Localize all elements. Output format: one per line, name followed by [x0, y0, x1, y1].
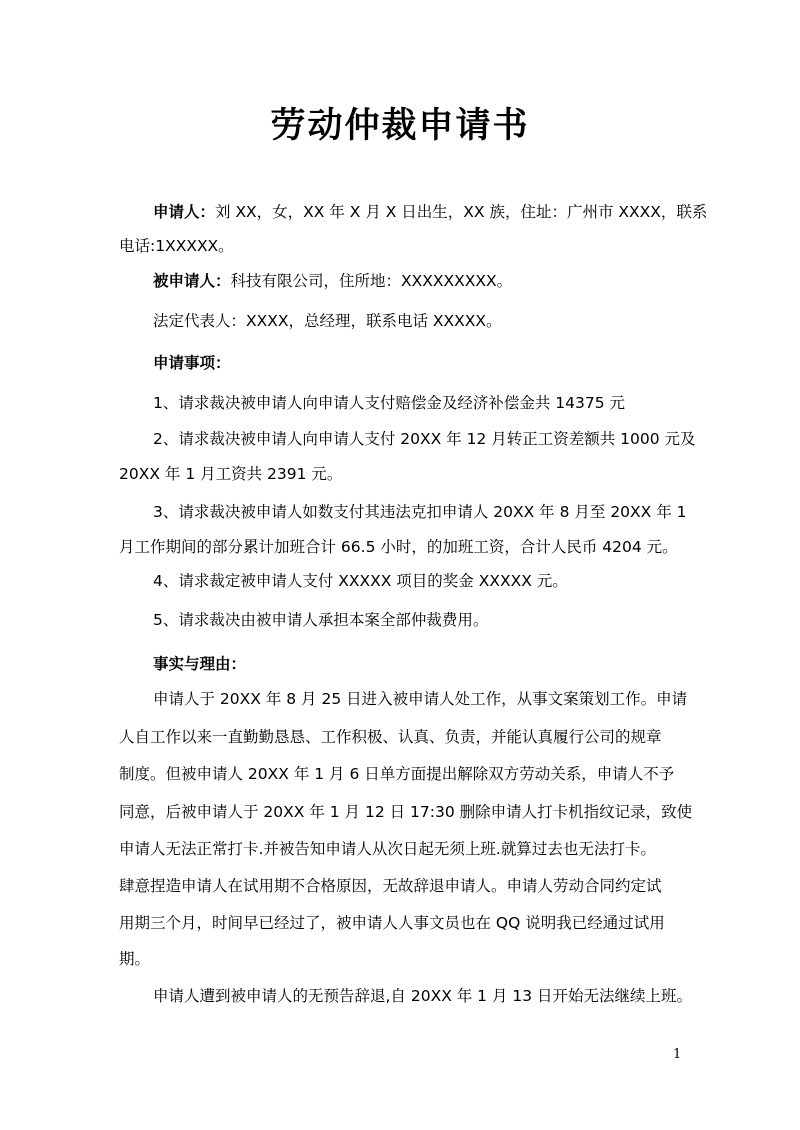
request-item-2-line-1: 2、请求裁决被申请人向申请人支付 20XX 年 12 月转正工资差额共 1000 元及: [153, 430, 696, 448]
facts-paragraph-line: 肆意捏造申请人在试用期不合格原因，无故辞退申请人。申请人劳动合同约定试: [119, 877, 662, 895]
requests-heading: 申请事项：: [153, 354, 231, 372]
facts-paragraph-line: 期。: [119, 950, 151, 968]
facts-paragraph-line: 申请人无法正常打卡.并被告知申请人从次日起无须上班.就算过去也无法打卡。: [119, 840, 656, 858]
applicant-text: 刘 XX，女，XX 年 X 月 X 日出生，XX 族，住址：广州市 XXXX，联系: [215, 203, 708, 221]
request-item-4: 4、请求裁定被申请人支付 XXXXX 项目的奖金 XXXXX 元。: [153, 572, 568, 590]
facts-paragraph-line: 申请人于 20XX 年 8 月 25 日进入被申请人处工作，从事文案策划工作。申请: [153, 690, 688, 708]
request-item-1: 1、请求裁决被申请人向申请人支付赔偿金及经济补偿金共 14375 元: [153, 394, 626, 412]
respondent-label: 被申请人：: [153, 272, 231, 290]
facts-heading: 事实与理由：: [153, 655, 247, 673]
facts-paragraph-line: 用期三个月，时间早已经过了，被申请人人事文员也在 QQ 说明我已经通过试用: [119, 914, 665, 932]
facts-paragraph-2-line: 申请人遭到被申请人的无预告辞退,自 20XX 年 1 月 13 日开始无法继续上班。: [153, 987, 693, 1005]
applicant-line-1: [153, 201, 707, 223]
respondent-text: 科技有限公司，住所地：XXXXXXXXX。: [230, 272, 513, 290]
request-item-3-line-2: 月工作期间的部分累计加班合计 66.5 小时，的加班工资，合计人民币 4204 元。: [119, 538, 678, 556]
request-item-5: 5、请求裁决由被申请人承担本案全部仲裁费用。: [153, 611, 489, 629]
document-title: 劳动仲裁申请书: [270, 106, 530, 146]
respondent-line: [153, 270, 512, 292]
request-item-3-line-1: 3、请求裁决被申请人如数支付其违法克扣申请人 20XX 年 8 月至 20XX 年 1: [153, 503, 687, 521]
facts-paragraph-line: 人自工作以来一直勤勤恳恳、工作积极、认真、负责，并能认真履行公司的规章: [119, 728, 662, 746]
facts-paragraph-line: 同意，后被申请人于 20XX 年 1 月 12 日 17:30 删除申请人打卡机指纹记录，致使: [119, 803, 693, 821]
legal-representative-line: 法定代表人：XXXX，总经理，联系电话 XXXXX。: [153, 312, 502, 330]
request-item-2-line-2: 20XX 年 1 月工资共 2391 元。: [119, 465, 343, 483]
page-number: 1: [673, 1047, 682, 1062]
applicant-line-2: 电话:1XXXXX。: [119, 237, 234, 255]
applicant-label: 申请人：: [153, 203, 216, 221]
facts-paragraph-line: 制度。但被申请人 20XX 年 1 月 6 日单方面提出解除双方劳动关系，申请人不予: [119, 765, 675, 783]
